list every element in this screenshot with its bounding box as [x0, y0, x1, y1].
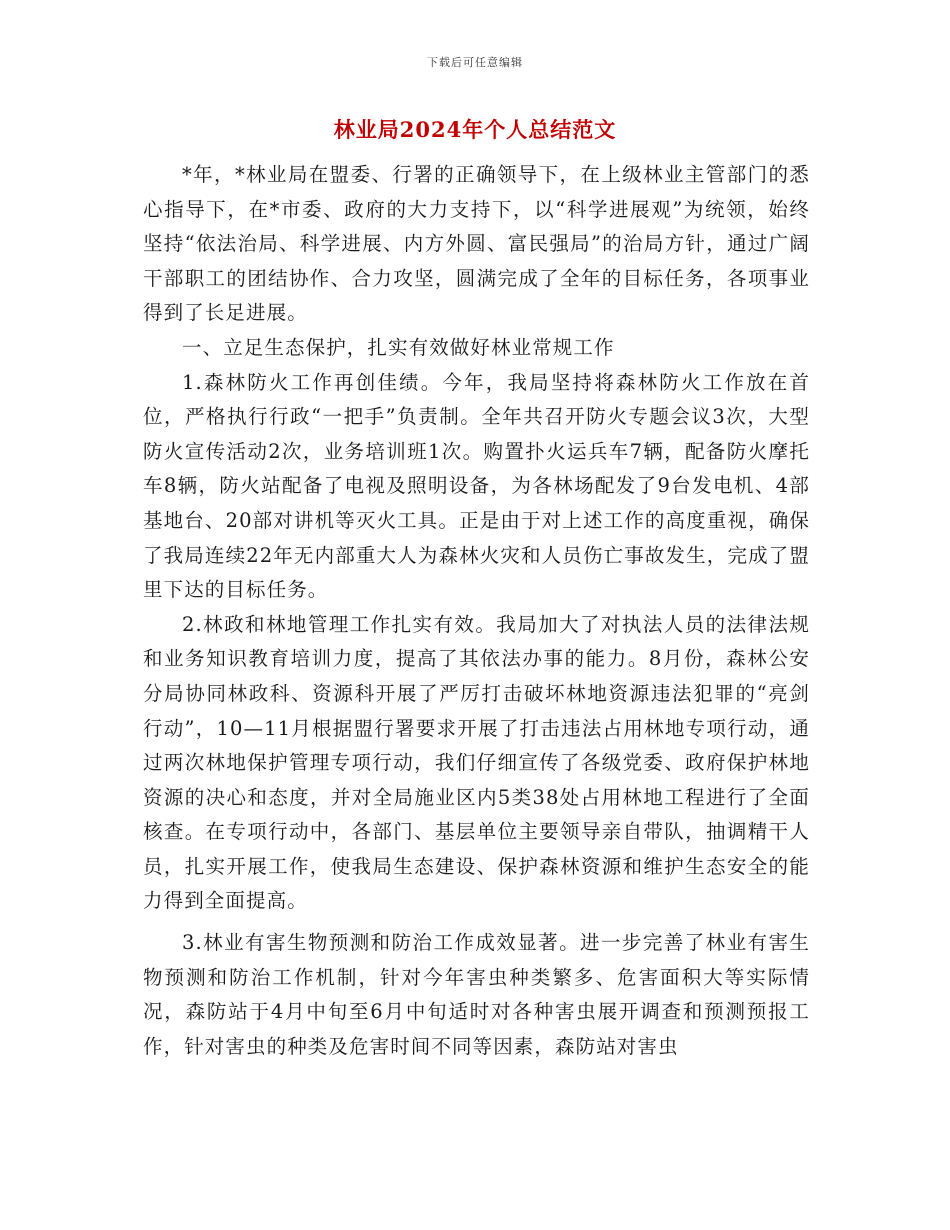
- section-heading-1: 一、立足生态保护，扎实有效做好林业常规工作: [182, 335, 615, 359]
- paragraph-intro: *年，*林业局在盟委、行署的正确领导下，在上级林业主管部门的悉心指导下，在*市委、政府的大力支持下，以“科学进展观”为统领，始终坚持“依法治局、科学进展、内方外圆、富民强局”的治局方针，通过广阔干部职工的团结协作、合力攻坚，圆满完成了全年的目标任务，各项事业得到了长足进展。: [143, 163, 810, 325]
- paragraph-pest-control: 3.林业有害生物预测和防治工作成效显著。进一步完善了林业有害生物预测和防治工作机制，针对今年害虫种类繁多、危害面积大等实际情况，森防站于4月中旬至6月中旬适时对各种害虫展开调查和预测预报工作，针对害虫的种类及危害时间不同等因素，森防站对害虫: [143, 931, 810, 1058]
- document-title: 林业局2024年个人总结范文: [333, 117, 617, 142]
- document-body: [143, 158, 810, 1064]
- paragraph-fire-prevention: 1.森林防火工作再创佳绩。今年，我局坚持将森林防火工作放在首位，严格执行行政“一把手”负责制。全年共召开防火专题会议3次，大型防火宣传活动2次，业务培训班1次。购置扑火运兵车7辆，配备防火摩托车8辆，防火站配备了电视及照明设备，为各林场配发了9台发电机、4部基地台、20部对讲机等灭火工具。正是由于对上述工作的高度重视，确保了我局连续22年无内部重大人为森林火灾和人员伤亡事故发生，完成了盟里下达的目标任务。: [143, 370, 810, 602]
- paragraph-forest-land-management: 2.林政和林地管理工作扎实有效。我局加大了对执法人员的法律法规和业务知识教育培训力度，提高了其依法办事的能力。8月份，森林公安分局协同林政科、资源科开展了严厉打击破坏林地资源违法犯罪的“亮剑行动”，10—11月根据盟行署要求开展了打击违法占用林地专项行动，通过两次林地保护管理专项行动，我们仔细宣传了各级党委、政府保护林地资源的决心和态度，并对全局施业区内5类38处占用林地工程进行了全面核查。在专项行动中，各部门、基层单位主要领导亲自带队，抽调精干人员，扎实开展工作，使我局生态建设、保护森林资源和维护生态安全的能力得到全面提高。: [143, 612, 810, 913]
- header-note: 下载后可任意编辑: [427, 56, 523, 69]
